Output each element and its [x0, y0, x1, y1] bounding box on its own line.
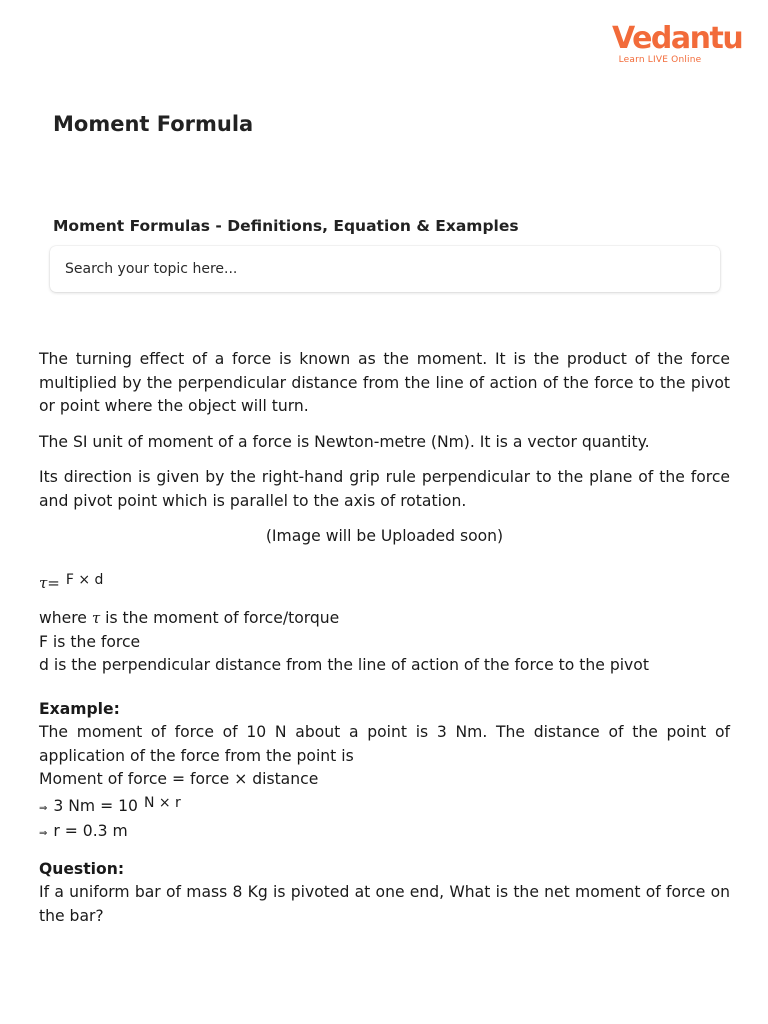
implies-arrow-icon: ⇒: [39, 802, 48, 814]
where-suffix: is the moment of force/torque: [100, 609, 340, 627]
where-prefix: where: [39, 609, 87, 627]
force-definition-line: F is the force: [39, 632, 141, 651]
where-tau-symbol: τ: [91, 609, 101, 627]
image-placeholder-note: (Image will be Uploaded soon): [265, 527, 504, 545]
page-title: Moment Formula: [53, 112, 254, 136]
formula-rhs: F × d: [65, 571, 104, 588]
example-text: The moment of force of 10 N about a point is 3 Nm. The distance of the point of application of the force from the point is: [39, 723, 730, 765]
implies-arrow-icon: ⇒: [39, 828, 48, 839]
logo-wordmark: Vedantu: [612, 21, 743, 56]
example-heading: Example:: [39, 699, 120, 718]
question-heading: Question:: [39, 859, 125, 878]
example-line-2-main: 3 Nm = 10: [53, 796, 138, 815]
search-placeholder: Search your topic here...: [65, 261, 238, 277]
page-subtitle: Moment Formulas - Definitions, Equation & Examples: [53, 217, 519, 235]
example-line-3-main: r = 0.3 m: [53, 822, 128, 840]
example-line-2-small: N × r: [143, 794, 181, 811]
paragraph-definition: The turning effect of a force is known as the moment. It is the product of the force multiplied by the perpendicular distance from the line of action of the force to the pivot or point where the object will turn.: [39, 350, 730, 415]
moment-formula: [39, 569, 730, 596]
example-line-2: [39, 792, 730, 821]
paragraph-direction: Its direction is given by the right-hand grip rule perpendicular to the plane of the force and pivot point which is parallel to the axis of rotation.: [39, 468, 730, 510]
logo-tagline: Learn LIVE Online: [618, 55, 702, 65]
paragraph-si-unit: The SI unit of moment of a force is Newton-metre (Nm). It is a vector quantity.: [39, 432, 650, 451]
formula-lhs: τ=: [39, 573, 60, 592]
example-line-3: [39, 820, 730, 846]
article-body: [39, 348, 730, 928]
vedantu-logo[interactable]: [612, 21, 743, 65]
search-input[interactable]: [50, 246, 720, 292]
where-tau-line: [39, 607, 730, 631]
example-line-1: Moment of force = force × distance: [39, 770, 319, 788]
question-text: If a uniform bar of mass 8 Kg is pivoted at one end, What is the net moment of force on the bar?: [39, 883, 730, 925]
distance-definition-line: d is the perpendicular distance from the line of action of the force to the pivot: [39, 656, 649, 674]
